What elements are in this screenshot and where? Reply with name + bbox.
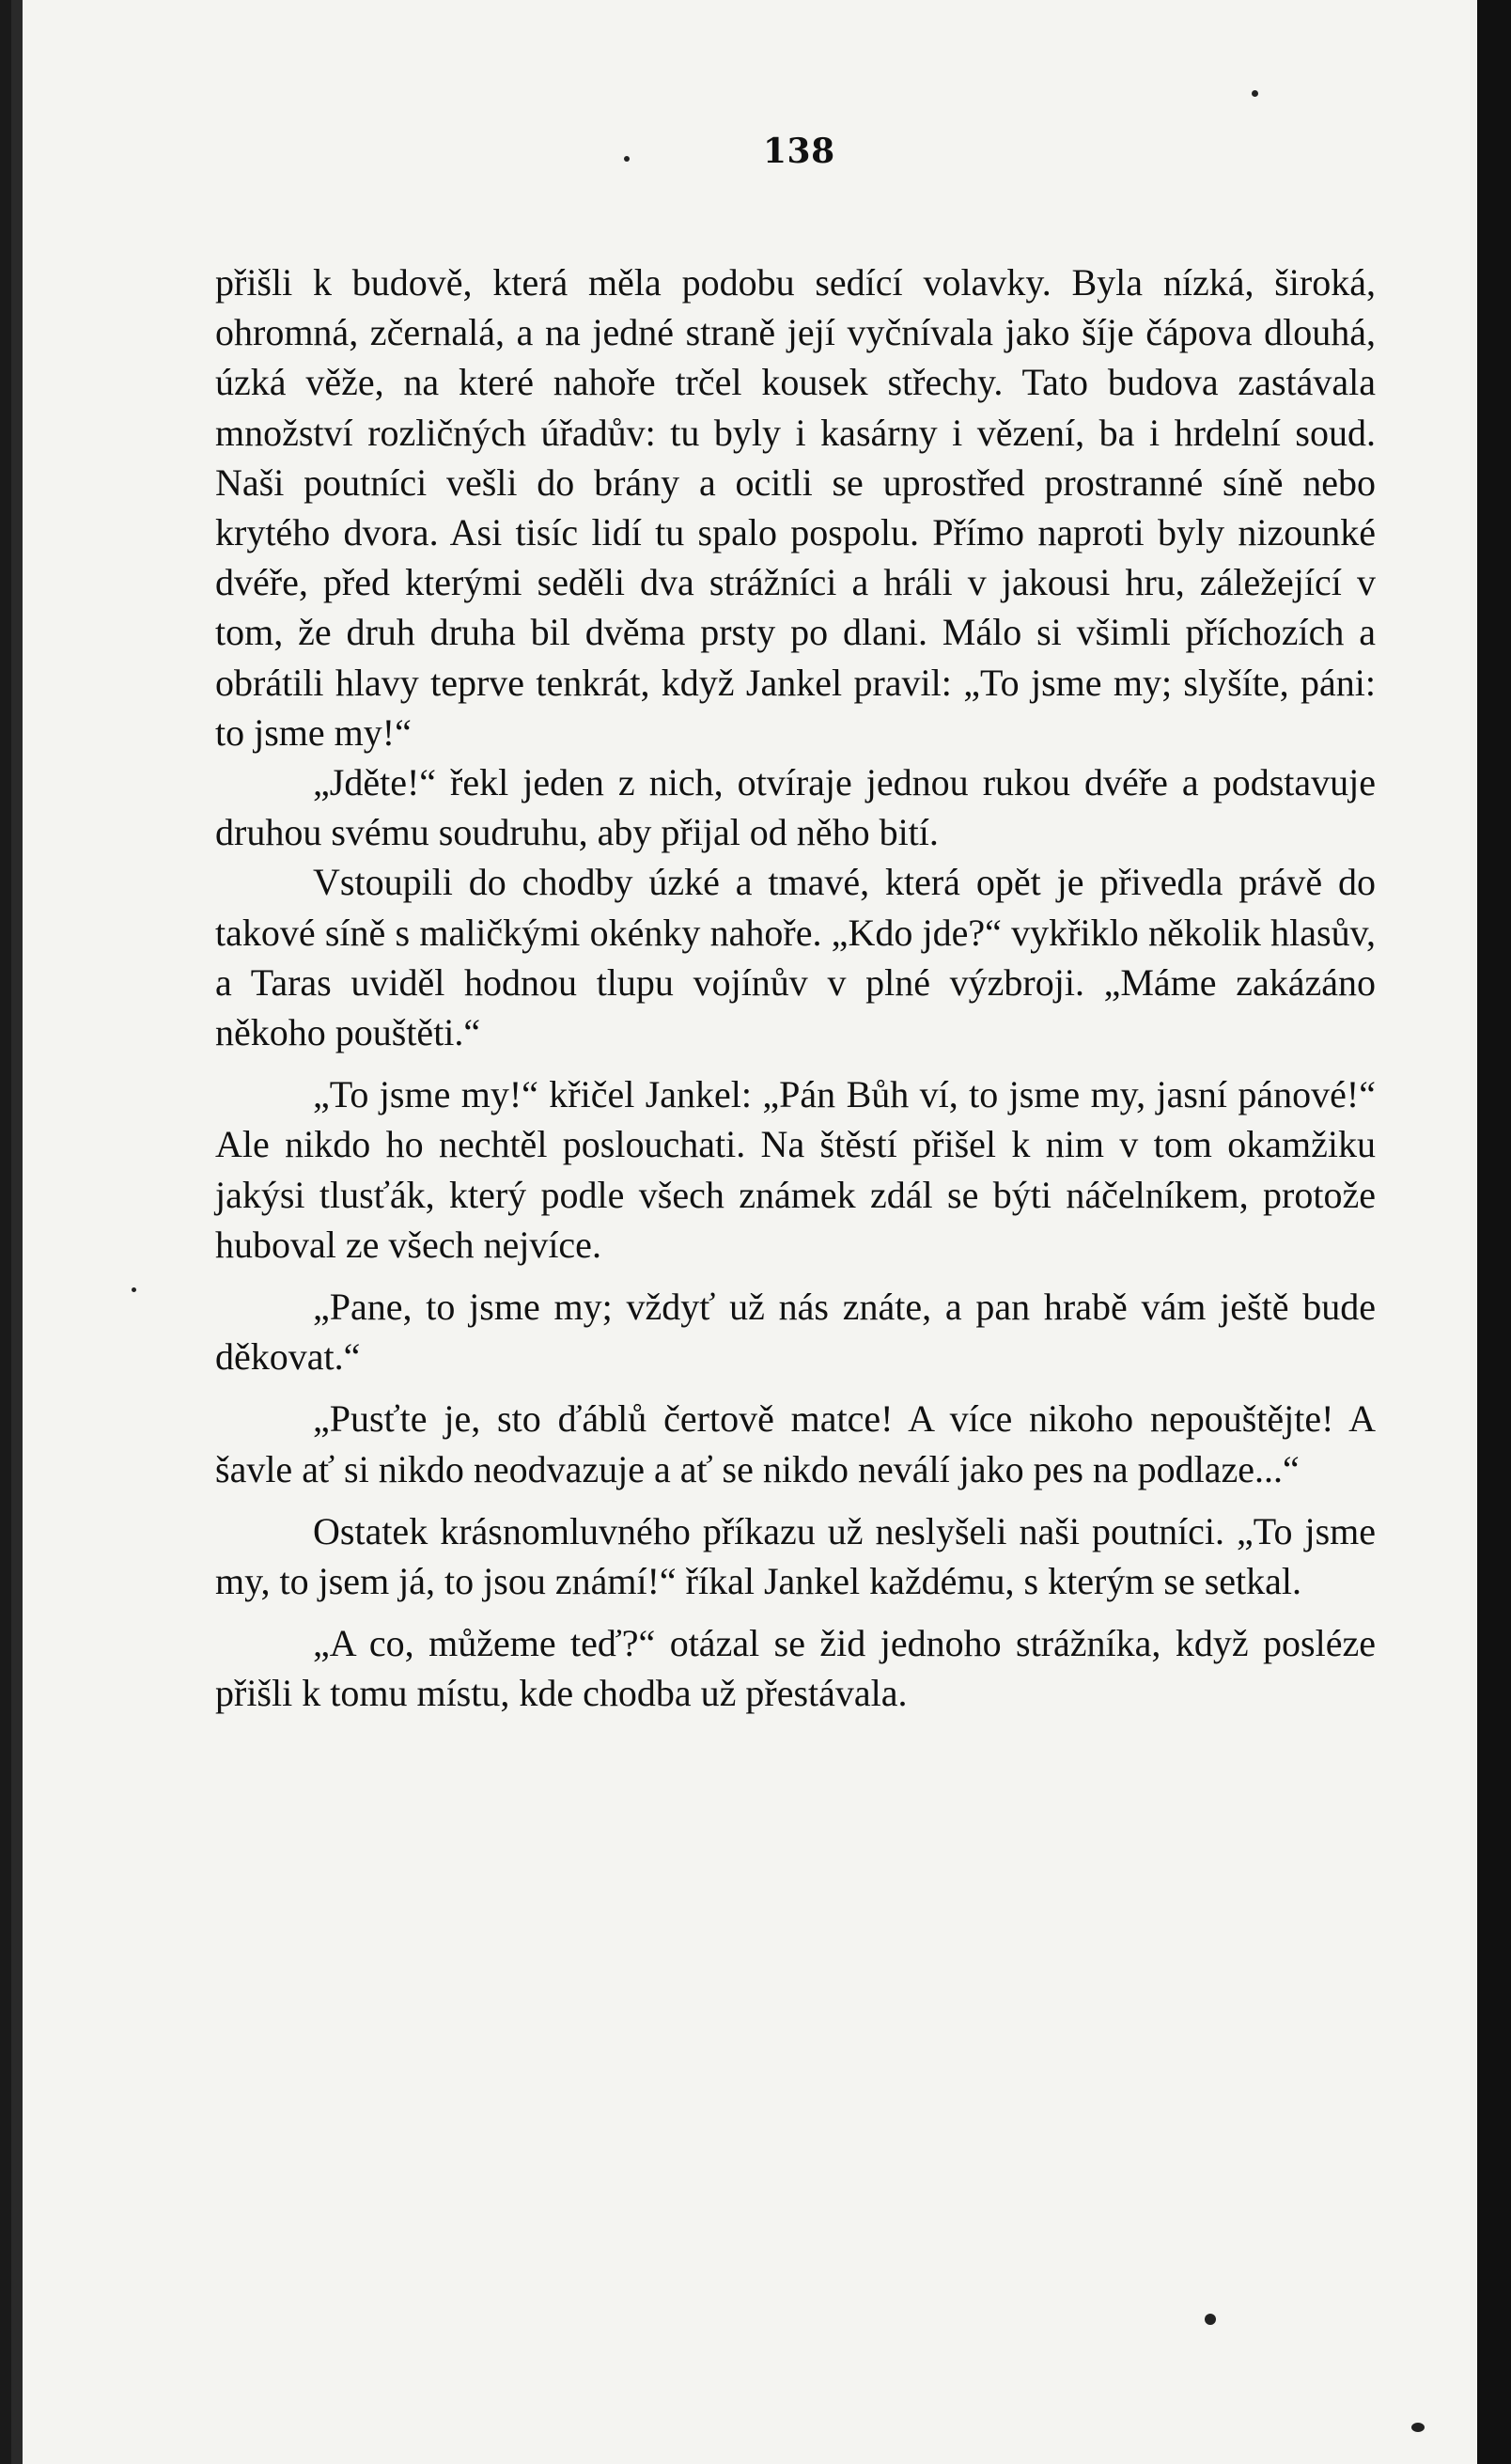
scan-speck [132,1287,136,1292]
scan-speck [1252,90,1258,97]
paragraph: přišli k budově, která měla podobu sedící volavky. Byla nízká, široká, ohromná, zčernalá, a na jedné straně její vyčnívala jako šíje čápova dlouhá, úzká věže, na které nahoře trčel kousek střechy. Tato budova zastávala množství rozličných úřadův: tu byly i kasárny i vězení, ba i hrdelní soud. Naši poutníci vešli do brány a ocitli se uprostřed prostranné síně nebo krytého dvora. Asi tisíc lidí tu spalo pospolu. Přímo naproti byly nizounké dvéře, před kterými seděli dva strážníci a hráli v jakousi hru, záležející v tom, že druh druha bil dvěma prsty po dlani. Málo si všimli příchozích a obrátili hlavy teprve tenkrát, když Jankel pravil: „To jsme my; slyšíte, páni: to jsme my!“ [215,261,1376,754]
scan-right-edge [1477,0,1511,2464]
scan-left-edge [11,0,23,2464]
paragraph: „Jděte!“ řekl jeden z nich, otvíraje jednou rukou dvéře a podstavuje druhou svému soudruhu, aby přijal od něho bití. [215,761,1376,854]
paragraph: Ostatek krásnomluvného příkazu už neslyšeli naši poutníci. „To jsme my, to jsem já, to jsou známí!“ říkal Jankel každému, s kterým se setkal. [215,1509,1376,1603]
book-page [11,0,1485,2464]
paragraph: „A co, můžeme teď?“ otázal se žid jednoho strážníka, když posléze přišli k tomu místu, kde chodba už přestávala. [215,1622,1376,1715]
paragraph: „Pusťte je, sto ďáblů čertově matce! A více nikoho nepouštějte! A šavle ať si nikdo neodvazuje a ať se nikdo neválí jako pes na podlaze...“ [215,1397,1376,1490]
page-number: 138 [763,132,835,171]
paragraph: Vstoupili do chodby úzké a tmavé, která opět je přivedla právě do takové síně s maličkými okénky nahoře. „Kdo jde?“ vykřiklo několik hlasův, a Taras uviděl hodnou tlupu vojínův v plné výzbroji. „Máme zakázáno někoho pouštěti.“ [215,861,1376,1054]
paragraph: „Pane, to jsme my; vždyť už nás znáte, a pan hrabě vám ještě bude děkovat.“ [215,1286,1376,1379]
scan-speck [1411,2423,1425,2432]
scan-speck [624,156,630,162]
scan-speck [1205,2314,1216,2325]
paragraph: „To jsme my!“ křičel Jankel: „Pán Bůh ví, to jsme my, jasní pánové!“ Ale nikdo ho nechtěl poslouchati. Na štěstí přišel k nim v tom okamžiku jakýsi tlusťák, který podle všech známek zdál se býti náčelníkem, protože huboval ze všech nejvíce. [215,1073,1376,1266]
body-text [215,257,1376,1719]
